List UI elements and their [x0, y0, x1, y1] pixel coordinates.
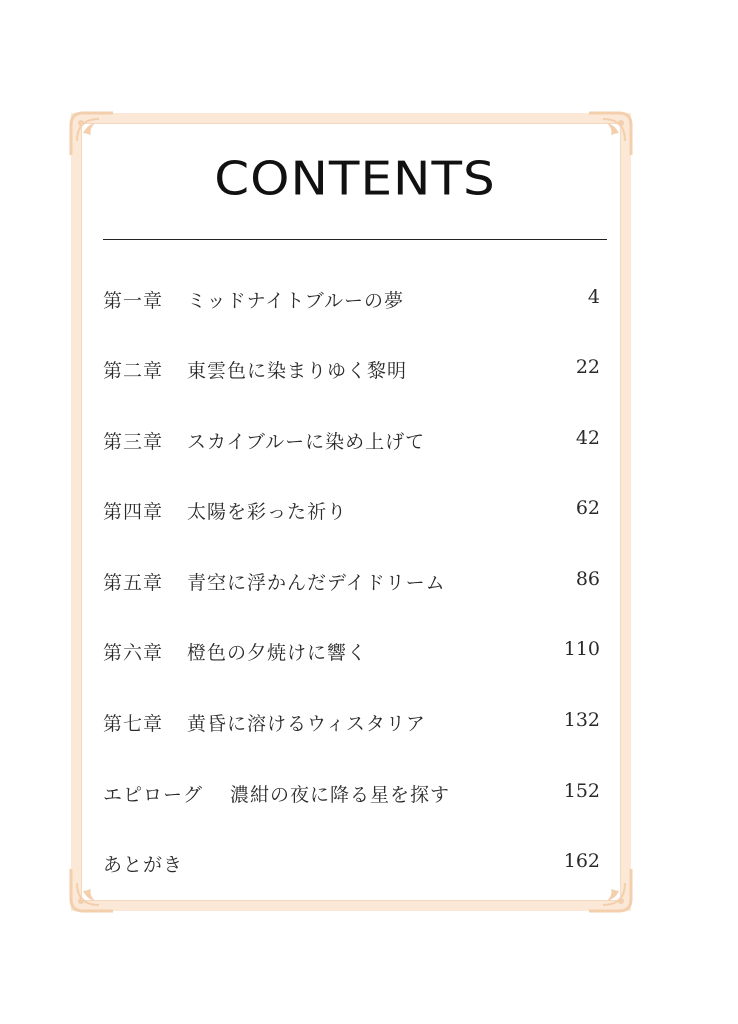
toc-chapter-label: 第四章: [103, 501, 164, 523]
toc-entry[interactable]: [103, 497, 600, 527]
toc-chapter-label: エピローグ: [103, 784, 204, 806]
corner-ornament-top-left-icon: [69, 111, 115, 157]
toc-entry[interactable]: [103, 638, 600, 668]
toc-page-number: 132: [563, 709, 600, 731]
toc-chapter-title: 青空に浮かんだデイドリーム: [187, 572, 446, 594]
corner-ornament-top-right-icon: [587, 111, 633, 157]
toc-page-number: 22: [575, 356, 600, 378]
toc-page-number: 62: [575, 497, 600, 519]
toc-entry[interactable]: [103, 427, 600, 457]
toc-chapter-title: スカイブルーに染め上げて: [187, 431, 426, 453]
toc-page-number: 42: [575, 427, 600, 449]
toc-chapter-title: 橙色の夕焼けに響く: [187, 642, 368, 664]
toc-chapter-title: 東雲色に染まりゆく黎明: [187, 360, 408, 382]
toc-chapter-label: 第一章: [103, 290, 164, 312]
page-title: CONTENTS: [214, 152, 496, 206]
title-divider: [103, 239, 607, 240]
toc-page-number: 110: [563, 638, 600, 660]
toc-chapter-label: 第二章: [103, 360, 164, 382]
toc-entry[interactable]: [103, 568, 600, 598]
toc-chapter-label: 第三章: [103, 431, 164, 453]
toc-chapter-label: あとがき: [103, 854, 184, 876]
toc-chapter-title: ミッドナイトブルーの夢: [187, 290, 404, 312]
toc-chapter-label: 第六章: [103, 642, 164, 664]
toc-entry[interactable]: [103, 780, 600, 810]
toc-page-number: 162: [563, 850, 600, 872]
toc-page-number: 86: [575, 568, 600, 590]
toc-chapter-label: 第七章: [103, 713, 164, 735]
toc-chapter-title: 濃紺の夜に降る星を探す: [230, 784, 451, 806]
toc-chapter-title: 黄昏に溶けるウィスタリア: [187, 713, 426, 735]
toc-chapter-title: 太陽を彩った祈り: [187, 501, 348, 523]
toc-entry[interactable]: [103, 850, 600, 880]
toc-chapter-label: 第五章: [103, 572, 164, 594]
toc-entry[interactable]: [103, 286, 600, 316]
toc-page-number: 152: [563, 780, 600, 802]
toc-entry[interactable]: [103, 356, 600, 386]
toc-entry[interactable]: [103, 709, 600, 739]
toc-page-number: 4: [587, 286, 600, 308]
